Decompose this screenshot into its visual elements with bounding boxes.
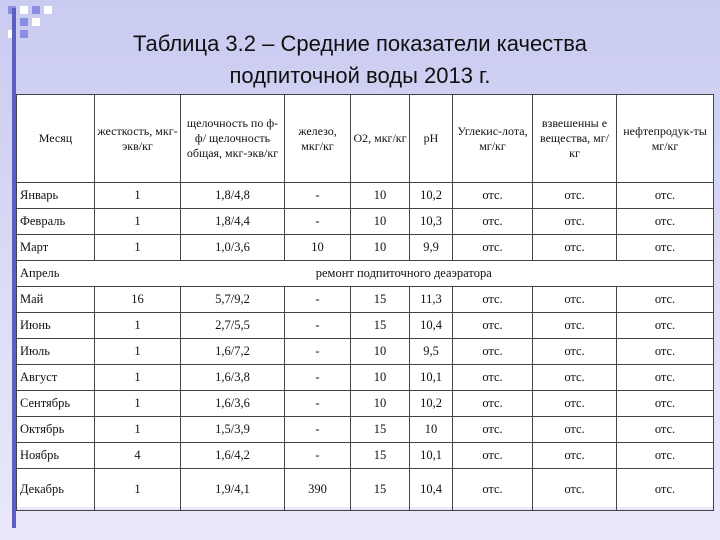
value-cell: 15 [351, 469, 410, 511]
header-cell: pH [410, 95, 453, 183]
value-cell: 10 [351, 339, 410, 365]
table-row [17, 313, 714, 339]
value-cell: 1 [95, 183, 181, 209]
value-cell: отс. [453, 183, 533, 209]
value-cell: 9,5 [410, 339, 453, 365]
month-cell: Ноябрь [17, 443, 95, 469]
value-cell: 1,0/3,6 [181, 235, 285, 261]
value-cell: 10,1 [410, 443, 453, 469]
value-cell: отс. [617, 339, 714, 365]
value-cell: 10,4 [410, 313, 453, 339]
header-cell: O2, мкг/кг [351, 95, 410, 183]
table-container [16, 94, 713, 507]
table-row [17, 183, 714, 209]
repair-note-cell: ремонт подпиточного деаэратора [95, 261, 714, 287]
month-cell: Июнь [17, 313, 95, 339]
title-line-1: Таблица 3.2 – Средние показатели качества [133, 31, 587, 56]
value-cell: отс. [533, 391, 617, 417]
value-cell: 1,6/3,8 [181, 365, 285, 391]
value-cell: отс. [453, 443, 533, 469]
value-cell: 4 [95, 443, 181, 469]
value-cell: отс. [617, 235, 714, 261]
slide-title [60, 28, 660, 92]
month-cell: Декабрь [17, 469, 95, 511]
value-cell: отс. [617, 209, 714, 235]
month-cell: Август [17, 365, 95, 391]
value-cell: - [285, 365, 351, 391]
value-cell: 1,6/3,6 [181, 391, 285, 417]
value-cell: 1 [95, 313, 181, 339]
value-cell: 1,5/3,9 [181, 417, 285, 443]
value-cell: 10,1 [410, 365, 453, 391]
value-cell: 15 [351, 417, 410, 443]
value-cell: отс. [617, 417, 714, 443]
table-row [17, 443, 714, 469]
value-cell: отс. [453, 287, 533, 313]
value-cell: 10 [351, 235, 410, 261]
value-cell: - [285, 209, 351, 235]
month-cell: Февраль [17, 209, 95, 235]
value-cell: отс. [533, 235, 617, 261]
value-cell: 10 [351, 365, 410, 391]
month-cell: Апрель [17, 261, 95, 287]
value-cell: отс. [453, 313, 533, 339]
value-cell: 2,7/5,5 [181, 313, 285, 339]
value-cell: - [285, 417, 351, 443]
value-cell: 10 [351, 391, 410, 417]
value-cell: отс. [533, 365, 617, 391]
value-cell: 1,6/4,2 [181, 443, 285, 469]
month-cell: Март [17, 235, 95, 261]
value-cell: 1,6/7,2 [181, 339, 285, 365]
value-cell: отс. [617, 313, 714, 339]
value-cell: 10 [351, 183, 410, 209]
month-cell: Июль [17, 339, 95, 365]
value-cell: 1 [95, 417, 181, 443]
table-row [17, 417, 714, 443]
value-cell: 10,4 [410, 469, 453, 511]
value-cell: 1 [95, 391, 181, 417]
value-cell: отс. [533, 417, 617, 443]
value-cell: 10 [351, 209, 410, 235]
header-cell: Месяц [17, 95, 95, 183]
month-cell: Октябрь [17, 417, 95, 443]
value-cell: отс. [453, 339, 533, 365]
table-row [17, 469, 714, 511]
table-row [17, 209, 714, 235]
value-cell: 5,7/9,2 [181, 287, 285, 313]
value-cell: - [285, 313, 351, 339]
value-cell: - [285, 183, 351, 209]
value-cell: 15 [351, 313, 410, 339]
value-cell: отс. [617, 365, 714, 391]
value-cell: 1,9/4,1 [181, 469, 285, 511]
value-cell: 1,8/4,4 [181, 209, 285, 235]
table-row [17, 235, 714, 261]
value-cell: отс. [617, 183, 714, 209]
value-cell: отс. [453, 417, 533, 443]
table-row-april [17, 261, 714, 287]
water-quality-table [16, 94, 714, 511]
value-cell: 1 [95, 339, 181, 365]
value-cell: отс. [533, 313, 617, 339]
header-cell: железо, мкг/кг [285, 95, 351, 183]
value-cell: отс. [617, 391, 714, 417]
value-cell: 11,3 [410, 287, 453, 313]
header-cell: нефтепродук-ты мг/кг [617, 95, 714, 183]
value-cell: - [285, 443, 351, 469]
value-cell: отс. [533, 183, 617, 209]
table-row [17, 365, 714, 391]
month-cell: Январь [17, 183, 95, 209]
value-cell: 10 [285, 235, 351, 261]
value-cell: 390 [285, 469, 351, 511]
value-cell: - [285, 287, 351, 313]
table-row [17, 287, 714, 313]
value-cell: 16 [95, 287, 181, 313]
value-cell: отс. [617, 443, 714, 469]
month-cell: Май [17, 287, 95, 313]
title-line-2: подпиточной воды 2013 г. [229, 63, 491, 88]
value-cell: отс. [533, 209, 617, 235]
value-cell: отс. [453, 365, 533, 391]
value-cell: 1 [95, 469, 181, 511]
value-cell: 1,8/4,8 [181, 183, 285, 209]
value-cell: отс. [453, 391, 533, 417]
header-cell: жесткость, мкг-экв/кг [95, 95, 181, 183]
value-cell: отс. [617, 287, 714, 313]
value-cell: 1 [95, 235, 181, 261]
value-cell: отс. [453, 469, 533, 511]
value-cell: 10,2 [410, 391, 453, 417]
value-cell: 9,9 [410, 235, 453, 261]
value-cell: отс. [533, 443, 617, 469]
table-row [17, 339, 714, 365]
value-cell: - [285, 339, 351, 365]
value-cell: 1 [95, 209, 181, 235]
value-cell: отс. [533, 287, 617, 313]
value-cell: 10,2 [410, 183, 453, 209]
value-cell: 10 [410, 417, 453, 443]
value-cell: отс. [533, 339, 617, 365]
value-cell: 10,3 [410, 209, 453, 235]
value-cell: 1 [95, 365, 181, 391]
value-cell: отс. [453, 209, 533, 235]
value-cell: - [285, 391, 351, 417]
month-cell: Сентябрь [17, 391, 95, 417]
header-cell: взвешенны е вещества, мг/кг [533, 95, 617, 183]
header-cell: Углекис-лота, мг/кг [453, 95, 533, 183]
value-cell: 15 [351, 287, 410, 313]
value-cell: отс. [533, 469, 617, 511]
table-row [17, 391, 714, 417]
header-cell: щелочность по ф-ф/ щелочность общая, мкг-экв/кг [181, 95, 285, 183]
value-cell: отс. [617, 469, 714, 511]
decorative-squares [0, 0, 60, 40]
value-cell: отс. [453, 235, 533, 261]
table-header-row [17, 95, 714, 183]
value-cell: 15 [351, 443, 410, 469]
